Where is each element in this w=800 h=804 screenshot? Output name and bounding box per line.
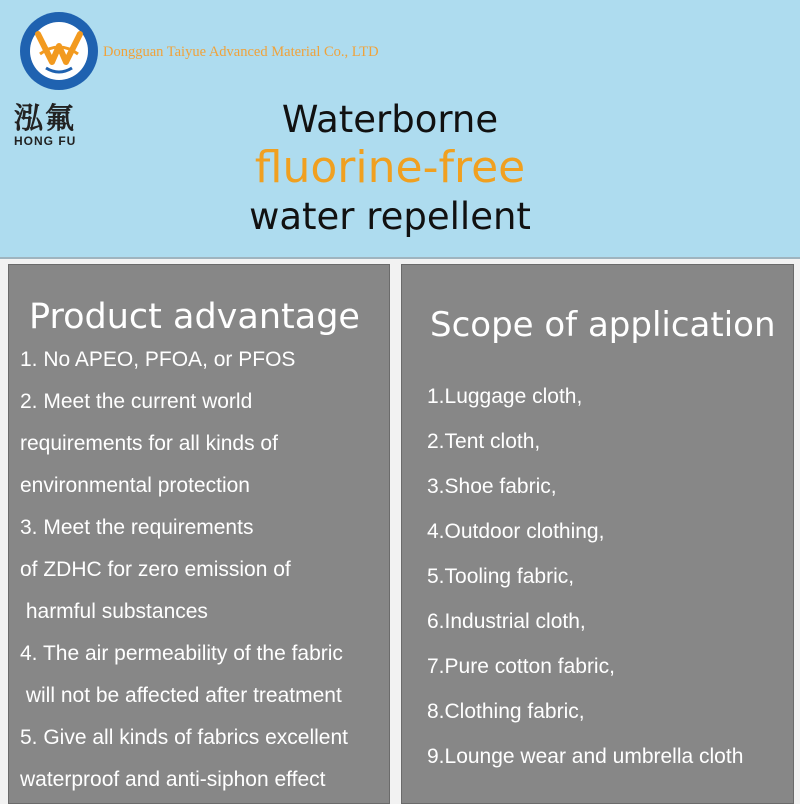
list-item: will not be affected after treatment: [20, 684, 342, 707]
list-item: 9.Lounge wear and umbrella cloth: [427, 745, 744, 768]
title-line-3: water repellent: [249, 195, 531, 238]
title-line-1: Waterborne: [281, 98, 499, 141]
list-item: requirements for all kinds of: [20, 432, 278, 455]
list-item: 4.Outdoor clothing,: [427, 520, 605, 543]
list-item: 1. No APEO, PFOA, or PFOS: [20, 348, 296, 371]
header-banner: [0, 0, 800, 259]
list-item: 4. The air permeability of the fabric: [20, 642, 343, 665]
product-advantage-panel: [8, 264, 390, 804]
list-item: 2.Tent cloth,: [427, 430, 541, 453]
list-item: 3. Meet the requirements: [20, 516, 254, 539]
list-item: environmental protection: [20, 474, 250, 497]
scope-of-application-panel: [401, 264, 794, 804]
list-item: waterproof and anti-siphon effect: [20, 768, 326, 791]
list-item: 5.Tooling fabric,: [427, 565, 575, 588]
logo: [14, 10, 104, 150]
company-name: Dongguan Taiyue Advanced Material Co., LTD: [103, 44, 379, 60]
list-item: 3.Shoe fabric,: [427, 475, 557, 498]
brand-chinese-name: 泓氟: [14, 101, 77, 135]
title-line-2: fluorine-free: [254, 142, 526, 193]
list-item: 6.Industrial cloth,: [427, 610, 586, 633]
hongfu-logo-icon: [18, 10, 100, 92]
list-item: of ZDHC for zero emission of: [20, 558, 291, 581]
list-item: 1.Luggage cloth,: [427, 385, 583, 408]
list-item: harmful substances: [20, 600, 208, 623]
list-item: 5. Give all kinds of fabrics excellent: [20, 726, 348, 749]
list-item: 7.Pure cotton fabric,: [427, 655, 615, 678]
list-item: 8.Clothing fabric,: [427, 700, 585, 723]
scope-of-application-title: Scope of application: [430, 305, 776, 345]
brand-english-name: HONG FU: [14, 134, 77, 148]
list-item: 2. Meet the current world: [20, 390, 253, 413]
product-advantage-title: Product advantage: [29, 297, 360, 337]
